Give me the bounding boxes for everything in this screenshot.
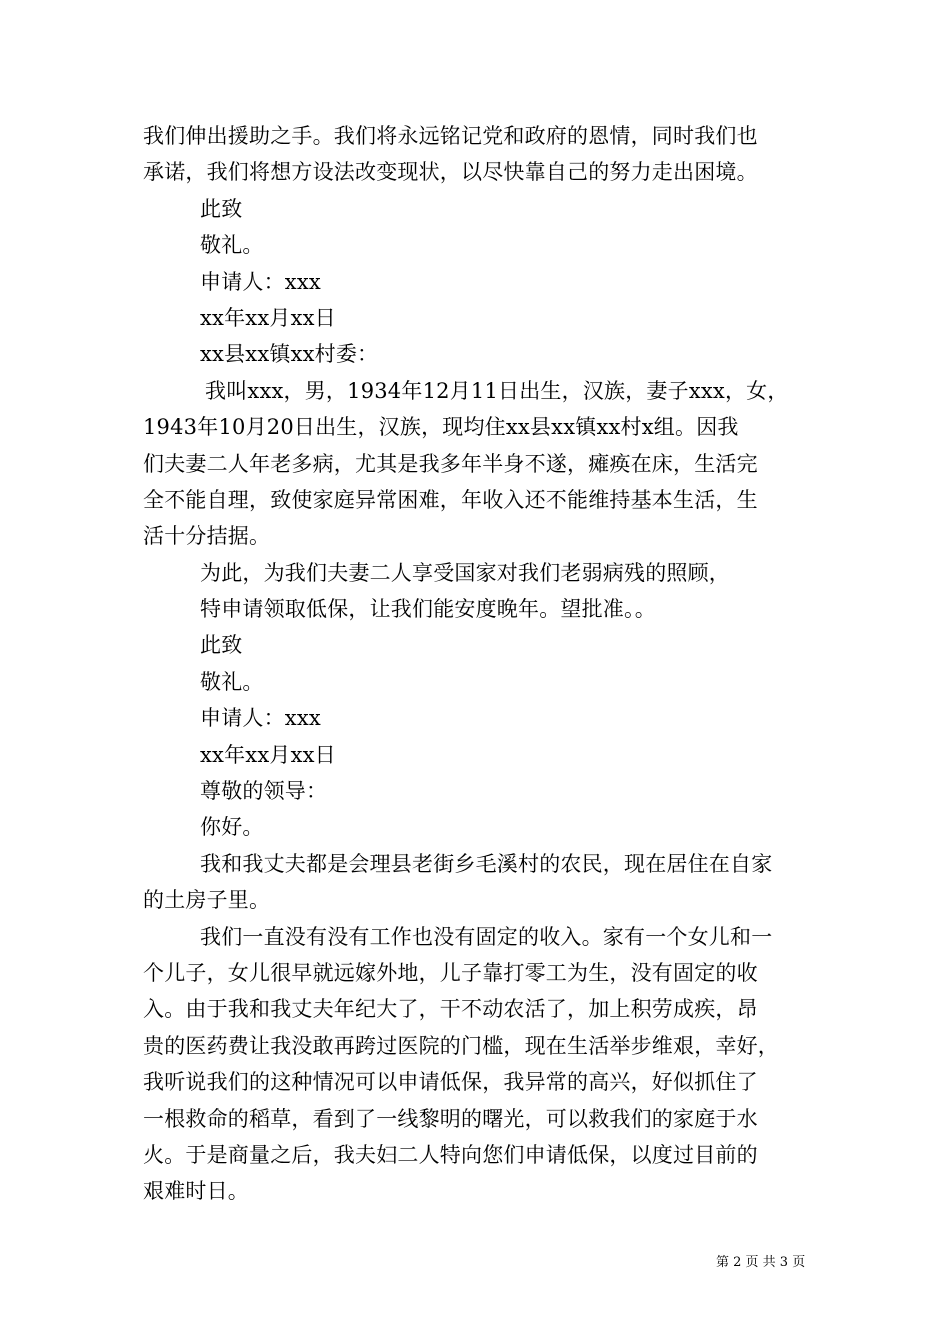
text-line: 活十分拮据。 — [143, 524, 271, 549]
text-line: 我们一直没有没有工作也没有固定的收入。家有一个女儿和一 — [200, 924, 773, 949]
text-line: xx年xx月xx日 — [200, 742, 336, 767]
text-line: 入。由于我和我丈夫年纪大了，干不动农活了，加上积劳成疾，昂 — [143, 997, 758, 1022]
text-line: 承诺，我们将想方设法改变现状，以尽快靠自己的努力走出困境。 — [143, 160, 758, 185]
text-line: 1943年10月20日出生，汉族，现均住xx县xx镇xx村x组。因我 — [143, 415, 739, 440]
text-line: 特申请领取低保，让我们能安度晚年。望批准。。 — [200, 597, 656, 622]
text-line: 为此，为我们夫妻二人享受国家对我们老弱病残的照顾， — [200, 560, 730, 585]
text-line: 我听说我们的这种情况可以申请低保，我异常的高兴，好似抓住了 — [143, 1070, 758, 1095]
text-line: xx年xx月xx日 — [200, 305, 336, 330]
text-line: 个儿子，女儿很早就远嫁外地，儿子靠打零工为生，没有固定的收 — [143, 960, 758, 985]
text-line: 你好。 — [200, 815, 264, 840]
text-line: 我们伸出援助之手。我们将永远铭记党和政府的恩情，同时我们也 — [143, 124, 758, 148]
text-line: 们夫妻二人年老多病，尤其是我多年半身不遂，瘫痪在床，生活完 — [143, 451, 758, 476]
text-line: xx县xx镇xx村委： — [200, 342, 379, 367]
text-line: 申请人：xxx — [200, 706, 321, 731]
document-body — [143, 118, 808, 1210]
text-line: 申请人：xxx — [200, 269, 321, 294]
text-line: 的土房子里。 — [143, 888, 271, 913]
text-line: 全不能自理，致使家庭异常困难，年收入还不能维持基本生活，生 — [143, 487, 758, 512]
text-line: 敬礼。 — [200, 669, 264, 694]
text-line: 我和我丈夫都是会理县老街乡毛溪村的农民，现在居住在自家 — [200, 851, 773, 876]
page-footer: 第 2 页 共 3 页 — [716, 1255, 806, 1270]
text-line: 艰难时日。 — [143, 1179, 249, 1204]
text-line: 敬礼。 — [200, 233, 264, 258]
text-line: 火。于是商量之后，我夫妇二人特向您们申请低保，以度过目前的 — [143, 1142, 758, 1167]
text-line: 贵的医药费让我没敢再跨过医院的门槛，现在生活举步维艰，幸好， — [143, 1033, 779, 1058]
text-line: 尊敬的领导： — [200, 779, 328, 804]
text-line: 一根救命的稻草，看到了一线黎明的曙光，可以救我们的家庭于水 — [143, 1106, 758, 1131]
text-line: 我叫xxx，男，1934年12月11日出生，汉族，妻子xxx，女， — [205, 378, 789, 403]
text-line: 此致 — [200, 633, 243, 658]
text-line: 此致 — [200, 196, 243, 221]
